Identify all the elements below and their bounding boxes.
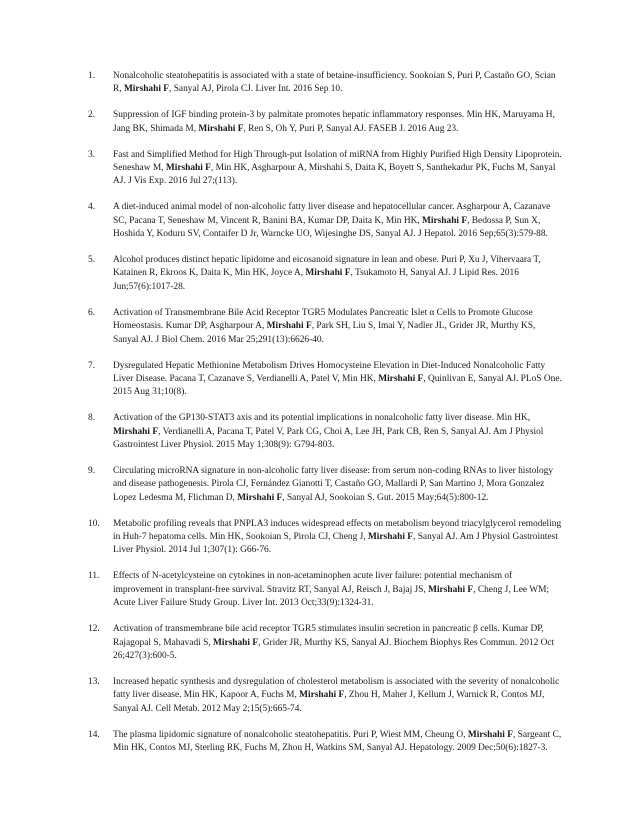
reference-text bbox=[113, 413, 543, 450]
reference-text bbox=[113, 519, 561, 556]
reference-item bbox=[88, 70, 562, 97]
reference-citation-start: Effects of N-acetylcysteine on cytokines in non-acetaminophen acute liver failure: potential mechanism of improvement in transplant-free survival. Stravitz RT, Sanyal AJ, Reisch J, Bajaj JS, bbox=[113, 571, 513, 595]
reference-citation-end: , Tsukamoto H, Sanyal AJ. J Lipid Res. 2016 Jun;57(6):1017-28. bbox=[113, 268, 519, 292]
reference-number: 3. bbox=[88, 149, 96, 160]
highlighted-author: Mirshahi F bbox=[213, 637, 259, 648]
reference-citation-start: The plasma lipidomic signature of nonalcoholic steatohepatitis. Puri P, Wiest MM, Cheung O, bbox=[113, 729, 468, 740]
reference-citation-end: , Min HK, Asgharpour A, Mirshahi S, Daita K, Boyett S, Santhekadur PK, Fuchs M, Sanyal AJ. J Vis Exp. 2016 Jul 27;(113). bbox=[113, 163, 556, 187]
highlighted-author: Mirshahi F bbox=[266, 321, 312, 332]
reference-citation-end: , Verdianelli A, Pacana T, Patel V, Park CG, Choi A, Lee JH, Park CB, Ren S, Sanyal AJ. Am J Physiol Gastrointest Liver Physiol. 2015 May 1;308(9): G794-803. bbox=[113, 426, 544, 451]
reference-citation-start: Increased hepatic synthesis and dysregulation of cholesterol metabolism is associated with the severity of nonalcoholic fatty liver disease. Min HK, Kapoor A, Fuchs M, bbox=[113, 676, 560, 701]
highlighted-author: Mirshahi F bbox=[378, 373, 424, 384]
reference-text bbox=[113, 110, 555, 133]
highlighted-author: Mirshahi F bbox=[367, 532, 413, 543]
reference-text bbox=[113, 202, 550, 239]
reference-citation-start: Suppression of IGF binding protein-3 by palmitate promotes hepatic inflammatory responses. Min HK, Maruyama H, Jang BK, Shimada M, bbox=[113, 110, 555, 134]
reference-citation-start: Activation of Transmembrane Bile Acid Receptor TGR5 Modulates Pancreatic Islet α Cells to Promote Glucose Homeostasis. Kumar DP, Asgharpour A, bbox=[113, 307, 533, 332]
reference-text bbox=[113, 571, 549, 608]
reference-item bbox=[88, 570, 562, 610]
reference-number: 1. bbox=[88, 71, 96, 81]
reference-citation-start: A diet-induced animal model of non-alcoholic fatty liver disease and hepatocellular cancer. Asgharpour A, Cazanave SC, Pacana T, Seneshaw M, Vincent R, Banini BA, Kumar DP, Daita K, Min HK, bbox=[113, 202, 551, 226]
reference-item bbox=[88, 109, 562, 136]
reference-citation-start: Nonalcoholic steatohepatitis is associated with a state of betaine-insufficiency. Sookoian S, Puri P, Castaño GO, Scian R, bbox=[113, 71, 556, 95]
reference-text bbox=[113, 361, 562, 398]
reference-item bbox=[88, 149, 562, 189]
highlighted-author: Mirshahi F bbox=[305, 268, 351, 279]
reference-item bbox=[88, 465, 562, 505]
reference-citation-start: Circulating microRNA signature in non-alcoholic fatty liver disease: from serum non-coding RNAs to liver histology and disease pathogenesis. Pirola CJ, Fernández Gianotti T, Castaño GO, Mallardi P, San Martino J, Mora Gonzalez Lopez Ledesma M, Flichman D, bbox=[113, 465, 554, 503]
reference-text bbox=[113, 624, 554, 661]
highlighted-author: Mirshahi F bbox=[467, 729, 513, 740]
reference-number: 14. bbox=[88, 729, 100, 740]
reference-item bbox=[88, 412, 562, 452]
highlighted-author: Mirshahi F bbox=[422, 215, 468, 226]
reference-item bbox=[88, 676, 562, 716]
reference-text bbox=[113, 308, 535, 345]
reference-text bbox=[113, 730, 561, 753]
reference-list bbox=[88, 70, 562, 768]
reference-item bbox=[88, 518, 562, 558]
reference-number: 2. bbox=[88, 110, 96, 121]
reference-text bbox=[113, 71, 556, 94]
reference-citation-start: Metabolic profiling reveals that PNPLA3 induces widespread effects on metabolism beyond triacylglycerol remodeling in Huh-7 hepatoma cells. Min HK, Sookoian S, Pirola CJ, Cheng J, bbox=[113, 518, 562, 543]
reference-citation-start: Activation of the GP130-STAT3 axis and its potential implications in nonalcoholic fatty liver disease. Min HK, bbox=[113, 413, 531, 424]
reference-number: 9. bbox=[88, 465, 96, 476]
reference-number: 11. bbox=[88, 571, 100, 582]
reference-number: 5. bbox=[88, 255, 96, 266]
reference-citation-end: , Quinlivan E, Sanyal AJ. PLoS One. 2015 Aug 31;10(8). bbox=[113, 373, 562, 398]
reference-number: 6. bbox=[88, 307, 96, 318]
reference-text bbox=[113, 150, 562, 187]
reference-citation-end: , Ren S, Oh Y, Puri P, Sanyal AJ. FASEB J. 2016 Aug 23. bbox=[243, 123, 459, 134]
reference-text bbox=[113, 255, 541, 292]
reference-citation-start: Activation of transmembrane bile acid receptor TGR5 stimulates insulin secretion in pancreatic β cells. Kumar DP, Rajagopal S, Mahavadi S, bbox=[113, 624, 544, 648]
reference-citation-end: , Sanyal AJ, Pirola CJ. Liver Int. 2016 Sep 10. bbox=[169, 84, 343, 95]
reference-citation-start: Alcohol produces distinct hepatic lipidome and eicosanoid signature in lean and obese. Puri P, Xu J, Vihervaara T, Katainen R, Ekroos K, Daita K, Min HK, Joyce A, bbox=[113, 255, 541, 279]
reference-item bbox=[88, 623, 562, 663]
reference-citation-end: , Zhou H, Maher J, Kellum J, Warnick R, Contos MJ, Sanyal AJ. Cell Metab. 2012 May 2;15(5):665-74. bbox=[113, 690, 545, 714]
reference-citation-start: Dysregulated Hepatic Methionine Metabolism Drives Homocysteine Elevation in Diet-Induced Nonalcoholic Fatty Liver Disease. Pacana T, Cazanave S, Verdianelli A, Patel V, Min HK, bbox=[113, 360, 546, 384]
highlighted-author: Mirshahi F bbox=[428, 584, 474, 595]
reference-item bbox=[88, 201, 562, 241]
highlighted-author: Mirshahi F bbox=[113, 426, 159, 437]
reference-item bbox=[88, 254, 562, 294]
reference-number: 12. bbox=[88, 624, 100, 635]
reference-citation-end: , Cheng J, Lee WM; Acute Liver Failure Study Group. Liver Int. 2013 Oct;33(9):1324-31. bbox=[113, 584, 550, 609]
reference-item bbox=[88, 360, 562, 400]
reference-number: 4. bbox=[88, 202, 96, 213]
highlighted-author: Mirshahi F bbox=[123, 84, 170, 95]
reference-number: 7. bbox=[88, 360, 96, 371]
reference-citation-end: , Grider JR, Murthy KS, Sanyal AJ. Biochem Biophys Res Commun. 2012 Oct 26;427(3):600-5. bbox=[113, 637, 555, 661]
reference-item bbox=[88, 307, 562, 347]
highlighted-author: Mirshahi F bbox=[198, 123, 244, 134]
reference-item bbox=[88, 729, 562, 756]
highlighted-author: Mirshahi F bbox=[299, 690, 345, 701]
reference-citation-end: , Park SH, Liu S, Imai Y, Nadler JL, Grider JR, Murthy KS, Sanyal AJ. J Biol Chem. 2016 Mar 25;291(13):6626-40. bbox=[113, 321, 536, 345]
reference-citation-end: , Sargeant C, Min HK, Contos MJ, Sterling RK, Fuchs M, Zhou H, Watkins SM, Sanyal AJ. Hepatology. 2009 Dec;50(6):1827-3. bbox=[113, 729, 562, 753]
reference-citation-end: , Sanyal AJ, Sookoian S. Gut. 2015 May;64(5):800-12. bbox=[282, 492, 489, 503]
reference-citation-start: Fast and Simplified Method for High Through-put Isolation of miRNA from Highly Purified High Density Lipoprotein. Seneshaw M, bbox=[113, 149, 562, 174]
highlighted-author: Mirshahi F bbox=[237, 492, 283, 503]
reference-citation-end: , Bedossa P, Sun X, Hoshida Y, Koduru SV, Contaifer D Jr, Warncke UO, Wijesinghe DS, Sanyal AJ. J Hepatol. 2016 Sep;65(3):579-88. bbox=[113, 215, 548, 240]
reference-text bbox=[113, 677, 559, 714]
reference-text bbox=[113, 466, 553, 503]
reference-number: 13. bbox=[88, 676, 100, 687]
reference-number: 10. bbox=[88, 518, 100, 529]
highlighted-author: Mirshahi F bbox=[165, 163, 211, 174]
reference-citation-end: , Sanyal AJ. Am J Physiol Gastrointest Liver Physiol. 2014 Jul 1;307(1): G66-76. bbox=[113, 532, 558, 556]
reference-number: 8. bbox=[88, 413, 96, 424]
